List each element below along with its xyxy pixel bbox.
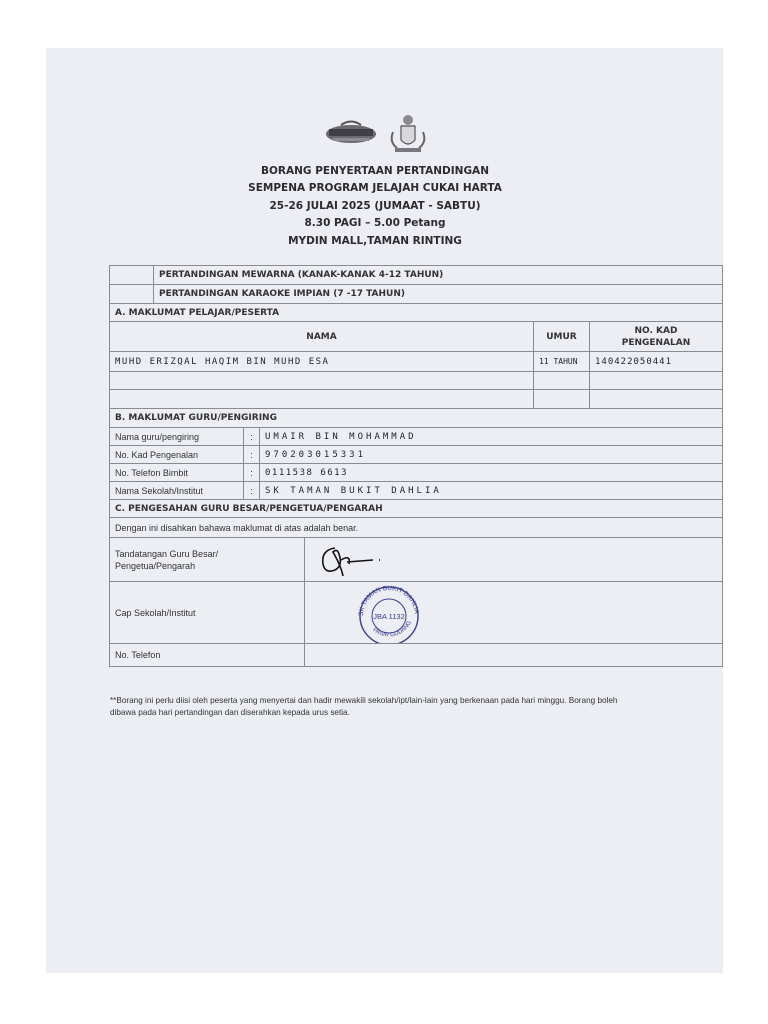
column-header-nama: NAMA [110, 322, 534, 352]
phone-field[interactable] [305, 644, 723, 667]
title-line: SEMPENA PROGRAM JELAJAH CUKAI HARTA [248, 182, 502, 195]
header-logos [323, 112, 453, 156]
teacher-name-label: Nama guru/pengiring [110, 428, 244, 446]
teacher-ic-label: No. Kad Pengenalan [110, 446, 244, 464]
colon: : [244, 428, 260, 446]
participant-ic-field-empty[interactable] [590, 372, 723, 390]
participant-age-field-empty[interactable] [534, 390, 590, 409]
competition-checkbox-karaoke[interactable] [110, 285, 154, 304]
colon: : [244, 482, 260, 500]
signature-mark [313, 540, 393, 580]
column-header-ic-line: NO. KAD [634, 325, 678, 336]
title-line: 25-26 JULAI 2025 (JUMAAT - SABTU) [269, 199, 481, 212]
form-title [200, 163, 550, 250]
section-c-title: C. PENGESAHAN GURU BESAR/PENGETUA/PENGARAH [110, 500, 723, 518]
section-a-title: A. MAKLUMAT PELAJAR/PESERTA [110, 304, 723, 322]
state-crest-logo [392, 115, 425, 152]
signature-label-line: Tandatangan Guru Besar/ [115, 548, 219, 559]
stamp-bottom-text: PASIR GUDANG [371, 619, 413, 639]
participant-name-field-empty[interactable] [110, 372, 534, 390]
competition-mewarna-label: PERTANDINGAN MEWARNA (KANAK-KANAK 4-12 TAHUN) [154, 266, 723, 285]
competition-karaoke-label: PERTANDINGAN KARAOKE IMPIAN (7 -17 TAHUN) [154, 285, 723, 304]
footnote: **Borang ini perlu diisi oleh peserta yang menyertai dan hadir mewakili sekolah/ipt/lain-lain yang berkenaan pada hari minggu. Borang boleh dibawa pada hari pertandingan dan diserahkan kepada urus setia. [110, 696, 618, 717]
column-header-ic [590, 322, 723, 352]
school-stamp [353, 582, 425, 644]
phone-label: No. Telefon [110, 644, 305, 667]
signature-field[interactable] [305, 538, 723, 582]
teacher-ic-field[interactable]: 970203015331 [260, 446, 723, 464]
colon: : [244, 464, 260, 482]
stamp-top-text: SK TAMAN BUKIT DAHLIA [357, 584, 420, 617]
participant-ic-field-empty[interactable] [590, 390, 723, 409]
title-line: 8.30 PAGI – 5.00 Petang [304, 217, 446, 230]
title-line: BORANG PENYERTAAN PERTANDINGAN [261, 165, 489, 177]
svg-text:PASIR GUDANG [371, 620, 413, 639]
confirmation-statement: Dengan ini disahkan bahawa maklumat di atas adalah benar. [110, 518, 723, 538]
school-name-label: Nama Sekolah/Institut [110, 482, 244, 500]
colon: : [244, 446, 260, 464]
stamp-field[interactable] [305, 582, 723, 644]
stamp-center-text: JBA 1132 [373, 612, 405, 621]
teacher-phone-field[interactable]: 0111538 6613 [260, 464, 723, 482]
participant-age-field-empty[interactable] [534, 372, 590, 390]
tax-program-logo [326, 122, 376, 144]
school-name-field[interactable]: SK TAMAN BUKIT DAHLIA [260, 482, 723, 500]
stamp-label: Cap Sekolah/Institut [110, 582, 305, 644]
participant-name-field[interactable]: MUHD ERIZQAL HAQIM BIN MUHD ESA [110, 352, 534, 372]
participant-age-field[interactable]: 11 TAHUN [534, 352, 590, 372]
teacher-phone-label: No. Telefon Bimbit [110, 464, 244, 482]
title-line: MYDIN MALL,TAMAN RINTING [288, 234, 462, 247]
section-b-title: B. MAKLUMAT GURU/PENGIRING [110, 409, 723, 428]
competition-checkbox-mewarna[interactable] [110, 266, 154, 285]
signature-label-line: Pengetua/Pengarah [115, 560, 196, 571]
column-header-umur: UMUR [534, 322, 590, 352]
column-header-ic-line: PENGENALAN [621, 337, 691, 348]
participant-name-field-empty[interactable] [110, 390, 534, 409]
participant-ic-field[interactable]: 140422050441 [590, 352, 723, 372]
registration-form-table [109, 265, 723, 667]
signature-label [110, 538, 305, 582]
teacher-name-field[interactable]: UMAIR BIN MOHAMMAD [260, 428, 723, 446]
